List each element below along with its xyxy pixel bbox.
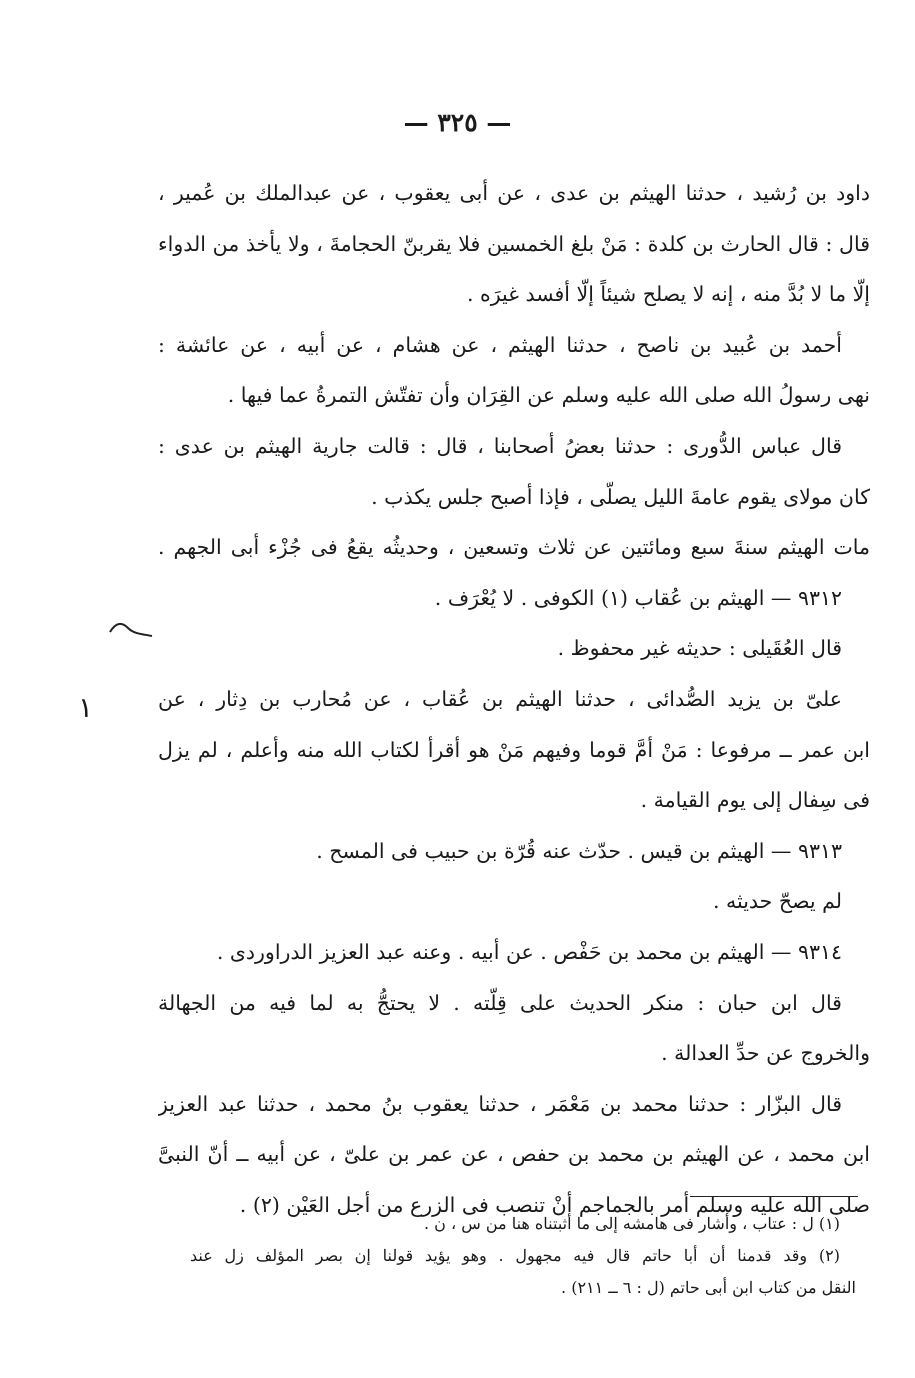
text-line: لم يصحّ حديثه . [713, 889, 842, 914]
text-line: والخروج عن حدِّ العدالة . [661, 1041, 870, 1066]
text-line: داود بن رُشيد ، حدثنا الهيثم بن عدى ، عن أبى يعقوب ، عن عبدالملك بن عُمير ، [158, 181, 870, 205]
text-line: قال ابن حبان : منكر الحديث على قِلّته . لا يحتجُّ به لما فيه من الجهالة [158, 990, 842, 1015]
text-line: ابن عمر ــ مرفوعا : مَنْ أمَّ قوما وفيهم مَنْ هو أقرأ لكتاب الله منه وأعلم ، لم يزل [158, 737, 870, 762]
text-line: كان مولاى يقوم عامةَ الليل يصلّى ، فإذا أصبح جلس يكذب . [371, 484, 870, 509]
text-line: إلّا ما لا بُدَّ منه ، إنه لا يصلح شيئاً إلّا أفسد غيرَه . [466, 282, 870, 307]
main-text [158, 168, 870, 1230]
text-line: ابن محمد ، عن الهيثم بن محمد بن حفص ، عن عمر بن علىّ ، عن أبيه ــ أنّ النبىَّ [158, 1142, 870, 1167]
text-line: نهى رسولُ الله صلى الله عليه وسلم عن القِرَان وأن تفتّش التمرةُ عما فيها . [227, 383, 870, 408]
footnote: (٢) وقد قدمنا أن أبا حاتم قال فيه مجهول . وهو يؤيد قولنا إن بصر المؤلف زل عند [190, 1246, 840, 1265]
entry-heading: ٩٣١٤ — الهيثم بن محمد بن حَفْص . عن أبيه . وعنه عبد العزيز الدراوردى . [216, 939, 842, 964]
text-line: فى سِفال إلى يوم القيامة . [640, 788, 870, 813]
footnote: (١) ل : عتاب ، وأشار فى هامشه إلى ما أثبتناه هنا من س ، ن . [423, 1214, 840, 1233]
text-line: قال عباس الدُّورى : حدثنا بعضُ أصحابنا ، قال : قالت جارية الهيثم بن عدى : [158, 433, 842, 458]
text-line: صلى الله عليه وسلم أمر بالجماجم أنْ تنصب فى الزرع من أجل العَيْن (٢) . [239, 1192, 870, 1217]
entry-heading: ٩٣١٢ — الهيثم بن عُقاب (١) الكوفى . لا يُعْرَف . [434, 585, 842, 610]
footnotes [190, 1208, 856, 1304]
text-line: قال العُقَيلى : حديثه غير محفوظ . [557, 636, 842, 661]
footnote: النقل من كتاب ابن أبى حاتم (ل : ٦ ــ ٢١١) . [561, 1278, 856, 1297]
text-line: مات الهيثم سنةَ سبع ومائتين عن ثلاث وتسعين ، وحديثُه يقعُ فى جُزْء أبى الجهم . [158, 535, 870, 560]
text-line: قال : قال الحارث بن كلدة : مَنْ بلغ الخمسين فلا يقربنّ الحجامةَ ، ولا يأخذ من الدواء [158, 231, 870, 256]
margin-squiggle-icon [108, 616, 154, 640]
margin-mark: ١ [78, 691, 94, 724]
entry-heading: ٩٣١٣ — الهيثم بن قيس . حدّث عنه قُرّة بن حبيب فى المسح . [316, 838, 842, 863]
text-line: قال البزّار : حدثنا محمد بن مَعْمَر ، حدثنا يعقوب بنُ محمد ، حدثنا عبد العزيز [158, 1091, 842, 1116]
text-line: أحمد بن عُبيد بن ناصح ، حدثنا الهيثم ، عن هشام ، عن أبيه ، عن عائشة : [158, 332, 842, 357]
text-line: علىّ بن يزيد الصُّدائى ، حدثنا الهيثم بن عُقاب ، عن مُحارب بن دِثار ، عن [158, 686, 842, 711]
footnote-separator [690, 1196, 858, 1197]
page-number: — ٣٢٥ — [403, 108, 512, 137]
